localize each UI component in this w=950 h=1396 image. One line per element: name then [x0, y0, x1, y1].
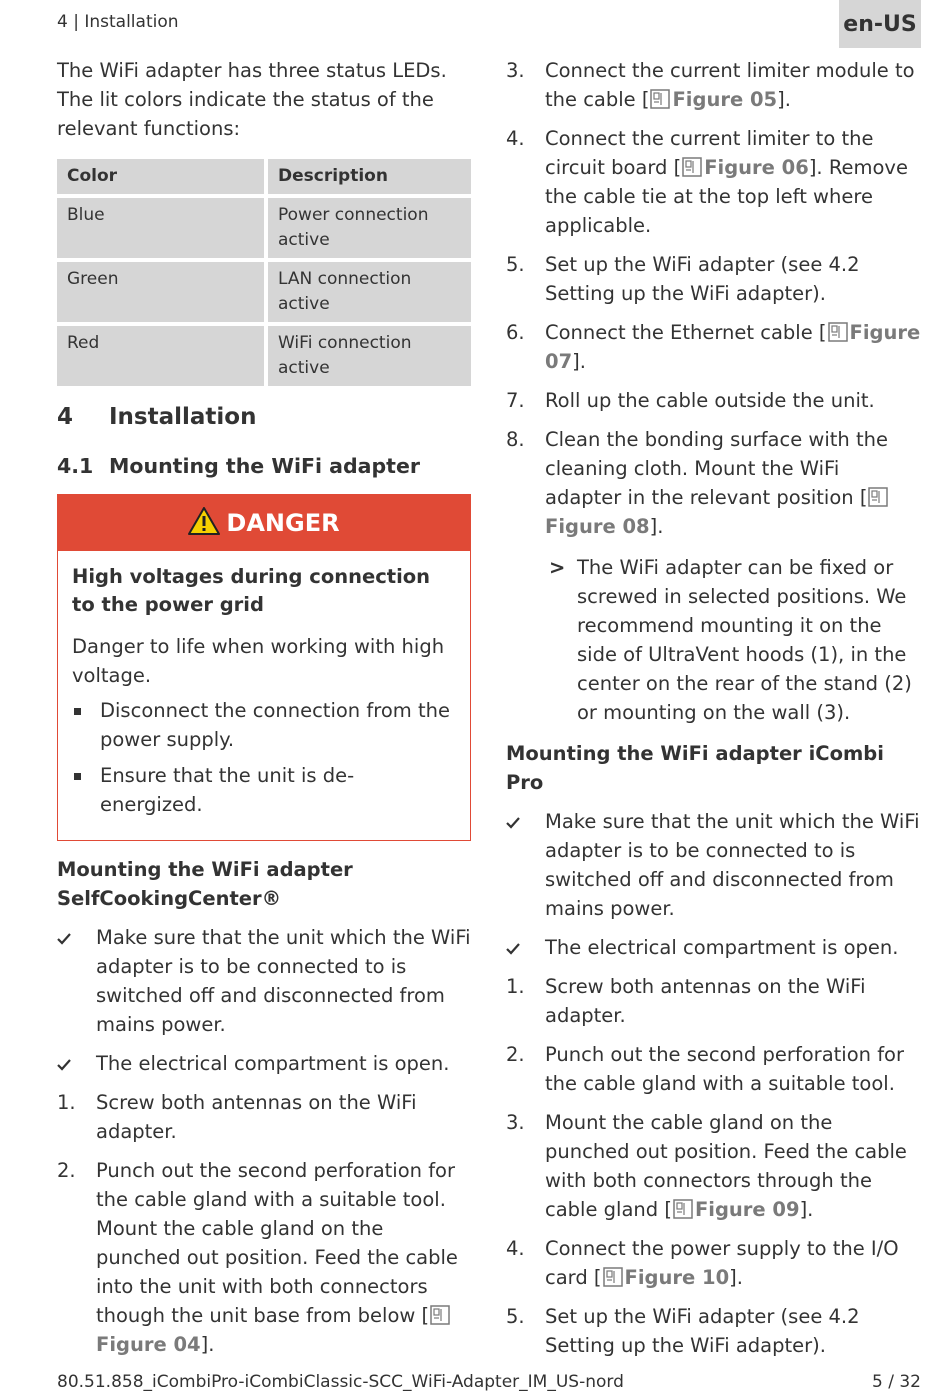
ref-close: ]. [572, 350, 586, 373]
check-marker [57, 1049, 71, 1078]
list-item [506, 1234, 921, 1292]
figure-link[interactable]: Figure 06 [704, 156, 809, 179]
check-marker [506, 933, 520, 962]
danger-item-text: Disconnect the connection from the power supply. [100, 699, 450, 751]
language-badge: en-US [839, 0, 921, 48]
table-cell-color: Green [57, 262, 264, 322]
step-text: Set up the WiFi adapter (see 4.2 Setting up the WiFi adapter). [545, 253, 860, 305]
step-number: 3. [506, 1111, 525, 1134]
bullet-square-icon [74, 708, 81, 715]
section-number: 4 [57, 404, 74, 430]
icombi-steps [506, 807, 921, 1360]
step-number: 6. [506, 321, 525, 344]
danger-title: High voltages during connection to the power grid [72, 565, 431, 616]
step-text: Punch out the second perforation for the cable gland with a suitable tool. Mount the cable gland on the punched out position. Feed the cable into the unit with both connectors though the unit base from below [ [96, 1159, 458, 1327]
result-note [545, 553, 921, 727]
danger-list [72, 696, 456, 819]
check-marker [57, 923, 71, 952]
step-number: 3. [506, 59, 525, 82]
check-icon [506, 816, 520, 830]
ref-close: ]. [649, 515, 664, 538]
danger-text: Danger to life when working with high voltage. [72, 635, 445, 687]
danger-header [58, 495, 470, 551]
table-cell-color: Blue [57, 198, 264, 258]
list-item [72, 761, 456, 819]
prerequisite-text: The electrical compartment is open. [96, 1052, 450, 1075]
check-marker [506, 807, 520, 836]
table-header-color: Color [57, 159, 264, 194]
prerequisite-text: Make sure that the unit which the WiFi adapter is to be connected to is switched off and disconnected from mains power. [96, 926, 471, 1036]
figure-link[interactable]: Figure 09 [694, 1198, 800, 1221]
figure-icon [673, 1199, 693, 1219]
figure-icon [603, 1267, 623, 1287]
figure-icon [828, 322, 848, 342]
result-text: The WiFi adapter can be fixed or screwed in selected positions. We recommend mounting it on the side of UltraVent hoods (1), in the center on the rear of the stand (2) or mounting on the wall (3). [577, 556, 912, 724]
result-marker: > [549, 556, 566, 579]
scc-heading: Mounting the WiFi adapter SelfCookingCenter® [57, 858, 353, 910]
list-item [506, 425, 921, 541]
step-text-tail: ]. Remove the cable tie at the top left where applicable. [545, 156, 908, 237]
subsection-heading [57, 454, 471, 478]
figure-link[interactable]: Figure 04 [96, 1333, 201, 1356]
danger-item-text: Ensure that the unit is de-energized. [100, 764, 355, 816]
step-number: 5. [506, 253, 525, 276]
list-item [57, 1049, 471, 1078]
icombi-heading: Mounting the WiFi adapter iCombi Pro [506, 742, 884, 794]
list-item [506, 250, 921, 308]
bullet-square-icon [74, 773, 81, 780]
step-text: Punch out the second perforation for the cable gland with a suitable tool. [545, 1043, 905, 1095]
list-item [506, 972, 921, 1030]
scc-steps [57, 923, 471, 1359]
list-item [506, 124, 921, 240]
right-column [506, 56, 921, 1360]
page-number: 5 / 32 [872, 1372, 921, 1392]
step-text: Mount the cable gland on the punched out position. Feed the cable with both connectors through the cable gland [ [545, 1111, 907, 1221]
table-cell-color: Red [57, 326, 264, 386]
list-item [506, 318, 921, 376]
intro-text: The WiFi adapter has three status LEDs. The lit colors indicate the status of the relevant functions: [57, 59, 447, 140]
ref-close: ]. [799, 1198, 814, 1221]
list-item [506, 1040, 921, 1098]
table-header-row [57, 159, 471, 194]
prerequisite-text: The electrical compartment is open. [545, 936, 899, 959]
step-text: Connect the power supply to the I/O card [ [545, 1237, 899, 1289]
danger-label: DANGER [226, 509, 340, 537]
led-status-table [53, 155, 475, 390]
section-heading [57, 404, 471, 430]
step-number: 4. [506, 1237, 525, 1260]
danger-box [57, 494, 471, 841]
list-item [506, 386, 921, 415]
list-item [506, 1302, 921, 1360]
table-cell-description: Power connection active [268, 198, 471, 258]
table-row [57, 198, 471, 258]
figure-icon [682, 157, 702, 177]
step-text: Clean the bonding surface with the cleaning cloth. Mount the WiFi adapter in the relevant position [ [545, 428, 888, 509]
step-text: Set up the WiFi adapter (see 4.2 Setting up the WiFi adapter). [545, 1305, 860, 1357]
danger-body [58, 551, 470, 840]
check-icon [57, 932, 71, 946]
list-item [57, 1156, 471, 1359]
footer-doc-id: 80.51.858_iCombiPro-iCombiClassic-SCC_WiFi-Adapter_IM_US-nord [57, 1372, 624, 1392]
table-cell-description: LAN connection active [268, 262, 471, 322]
figure-link[interactable]: Figure 05 [672, 88, 778, 111]
running-header: 4 | Installation [57, 12, 179, 32]
ref-close: ]. [777, 88, 791, 111]
check-icon [57, 1058, 71, 1072]
ref-close: ]. [729, 1266, 743, 1289]
list-item [506, 1108, 921, 1224]
table-row [57, 326, 471, 386]
step-number: 7. [506, 389, 525, 412]
prerequisite-text: Make sure that the unit which the WiFi adapter is to be connected to is switched off and disconnected from mains power. [545, 810, 920, 920]
list-item [72, 696, 456, 754]
step-text: Connect the current limiter module to the cable [ [545, 59, 915, 111]
table-header-description: Description [268, 159, 471, 194]
list-item [57, 1088, 471, 1146]
subsection-title: Mounting the WiFi adapter [109, 454, 420, 478]
figure-link[interactable]: Figure 08 [545, 515, 650, 538]
section-title: Installation [109, 404, 257, 430]
step-number: 5. [506, 1305, 525, 1328]
table-cell-description: WiFi connection active [268, 326, 471, 386]
step-text: Screw both antennas on the WiFi adapter. [545, 975, 866, 1027]
step-text: Connect the current limiter to the circuit board [ [545, 127, 874, 179]
step-number: 1. [506, 975, 525, 998]
figure-icon [650, 89, 670, 109]
list-item [506, 56, 921, 114]
step-text: Screw both antennas on the WiFi adapter. [96, 1091, 417, 1143]
scc-steps-continued [506, 56, 921, 541]
warning-icon [188, 507, 220, 535]
figure-icon [868, 487, 888, 507]
list-item [57, 923, 471, 1039]
ref-close: ]. [200, 1333, 215, 1356]
step-number: 1. [57, 1091, 76, 1114]
left-column [57, 56, 471, 1359]
step-number: 2. [506, 1043, 525, 1066]
table-row [57, 262, 471, 322]
figure-link[interactable]: Figure 07 [545, 321, 921, 373]
step-text: Roll up the cable outside the unit. [545, 389, 875, 412]
subsection-number: 4.1 [57, 454, 94, 478]
check-icon [506, 942, 520, 956]
list-item [506, 933, 921, 962]
figure-link[interactable]: Figure 10 [624, 1266, 730, 1289]
step-number: 8. [506, 428, 525, 451]
figure-icon [430, 1305, 450, 1325]
step-text: Connect the Ethernet cable [ [545, 321, 827, 344]
step-number: 4. [506, 127, 525, 150]
list-item [506, 807, 921, 923]
step-number: 2. [57, 1159, 76, 1182]
